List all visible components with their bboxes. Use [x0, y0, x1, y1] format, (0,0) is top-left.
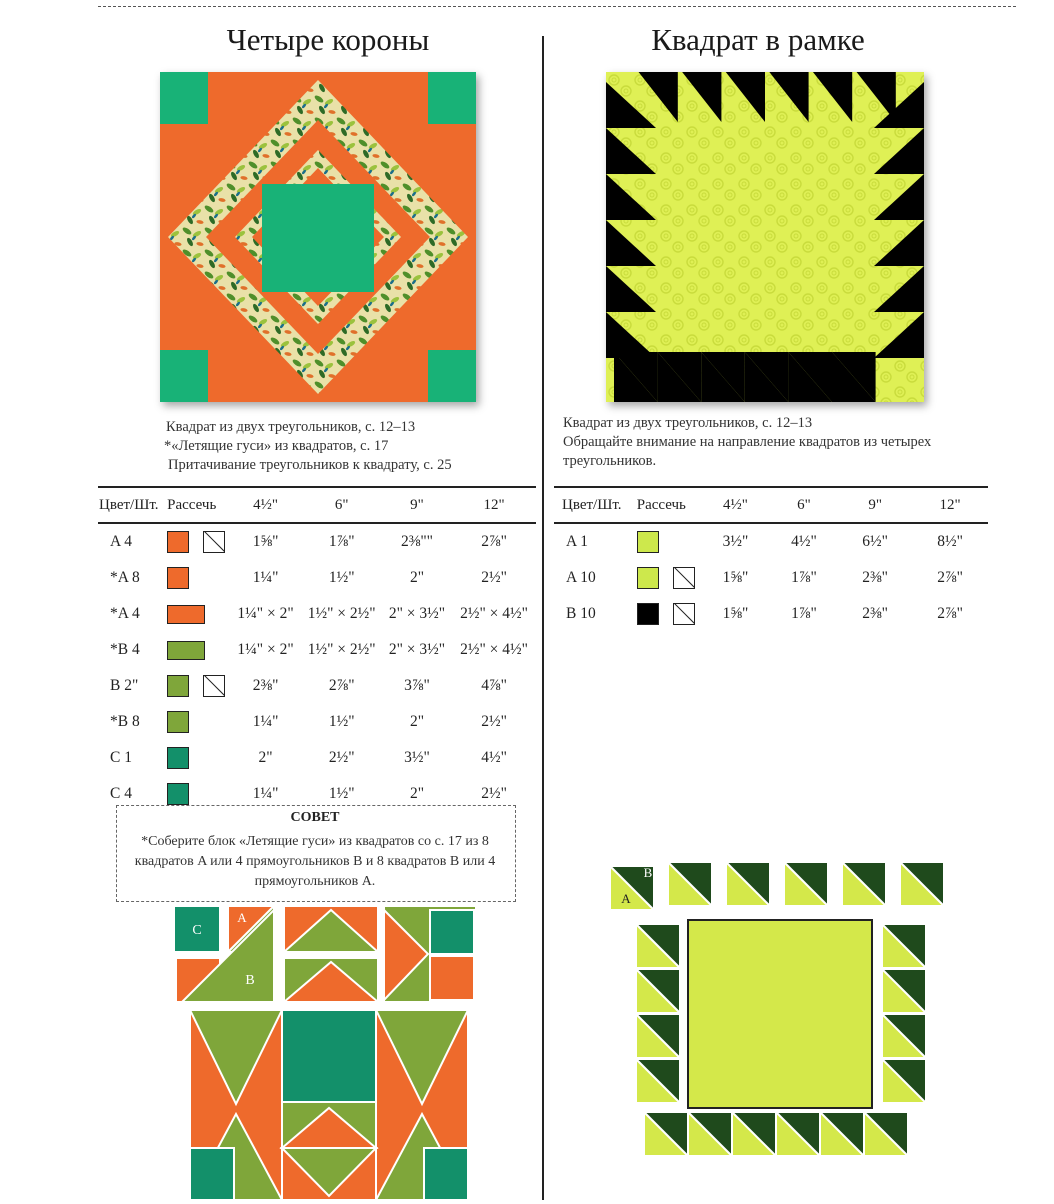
note-line: Обращайте внимание на направление квадратов из четырех треугольников.	[563, 434, 932, 469]
half-square-triangle	[636, 1059, 680, 1103]
right-block-title: Квадрат в рамке	[651, 22, 865, 57]
table-row	[554, 596, 988, 632]
half-square-triangle	[882, 1014, 926, 1058]
fabric-swatch	[637, 567, 659, 589]
col-header: 4½"	[230, 487, 302, 523]
size-cell: 2" × 3½"	[388, 605, 446, 622]
half-square-triangle	[726, 862, 770, 906]
row-label: C 1	[110, 749, 132, 766]
size-cell: 2⅜""	[400, 533, 433, 550]
row-label: A 10	[566, 569, 596, 586]
size-cell: 1⅝"	[722, 605, 749, 622]
col-header: Цвет/Шт.	[98, 487, 166, 523]
column-divider	[542, 36, 544, 1200]
half-square-triangle	[636, 969, 680, 1013]
size-cell: 2" × 3½"	[388, 641, 446, 658]
size-cell: 2½"	[481, 569, 507, 586]
col-header: 6"	[302, 487, 382, 523]
half-square-triangle	[900, 862, 944, 906]
row-label: *A 4	[110, 605, 140, 622]
size-cell: 1½"	[328, 785, 355, 802]
right-cutting-table	[554, 486, 988, 632]
left-block-title: Четыре короны	[226, 22, 430, 57]
col-header: 12"	[452, 487, 536, 523]
size-cell: 8½"	[937, 533, 963, 550]
size-cell: 2⅞"	[937, 569, 963, 586]
size-cell: 1⅞"	[328, 533, 355, 550]
size-cell: 2½"	[481, 785, 507, 802]
row-label: A 1	[566, 533, 588, 550]
size-cell: 2⅜"	[862, 605, 888, 622]
tip-text: *Соберите блок «Летящие гуси» из квадратов со с. 17 из 8 квадратов A или 4 прямоугольников B и 8 квадратов B или 4 прямоугольников A.	[134, 834, 496, 889]
left-cutting-table	[98, 486, 536, 812]
table-row	[98, 740, 536, 776]
row-label: A 4	[110, 533, 132, 550]
size-cell: 1½" × 2½"	[307, 641, 376, 658]
note-line: Квадрат из двух треугольников, с. 12–13	[166, 419, 416, 435]
col-header: 9"	[382, 487, 452, 523]
half-square-triangle	[864, 1112, 908, 1156]
size-cell: 2"	[409, 569, 425, 586]
note-line: Притачивание треугольников к квадрату, с. 25	[168, 457, 452, 473]
row-label: *A 8	[110, 569, 140, 586]
size-cell: 2½"	[481, 713, 507, 730]
size-cell: 1⅞"	[791, 605, 817, 622]
table-row	[98, 523, 536, 560]
size-cell: 2⅞"	[481, 533, 507, 550]
half-square-triangle	[644, 1112, 688, 1156]
table-row	[554, 523, 988, 560]
size-cell: 1½"	[328, 569, 355, 586]
fabric-swatch	[167, 711, 189, 733]
note-line: Квадрат из двух треугольников, с. 12–13	[563, 415, 813, 431]
fabric-swatch	[637, 531, 659, 553]
half-square-triangle	[688, 1112, 732, 1156]
half-square-triangle	[882, 969, 926, 1013]
size-cell: 6½"	[862, 533, 888, 550]
diagonal-cut-icon	[673, 567, 695, 589]
size-cell: 2½" × 4½"	[460, 641, 528, 658]
piece-letter-b: B	[245, 973, 255, 988]
size-cell: 1¼"	[252, 785, 279, 802]
fabric-swatch	[167, 531, 189, 553]
diagonal-cut-icon	[203, 531, 225, 553]
size-cell: 1¼"	[252, 569, 279, 586]
size-cell: 1⅝"	[722, 569, 749, 586]
col-header: Цвет/Шт.	[554, 487, 636, 523]
col-header: 9"	[838, 487, 912, 523]
size-cell: 2½" × 4½"	[460, 605, 528, 622]
table-row	[98, 596, 536, 632]
size-cell: 4⅞"	[481, 677, 507, 694]
half-square-triangle	[636, 924, 680, 968]
table-row	[98, 632, 536, 668]
col-header: 4½"	[701, 487, 769, 523]
left-notes	[164, 418, 524, 475]
half-square-triangle	[784, 862, 828, 906]
four-crowns-photo	[160, 72, 476, 402]
framed-square-photo	[606, 72, 924, 402]
top-dashed-rule	[98, 6, 1016, 7]
size-cell: 3½"	[722, 533, 749, 550]
half-square-triangle	[842, 862, 886, 906]
table-row	[98, 560, 536, 596]
col-header: Рассечь	[166, 487, 229, 523]
row-label: *B 8	[110, 713, 140, 730]
size-cell: 4½"	[481, 749, 507, 766]
right-notes	[563, 414, 983, 471]
size-cell: 2⅞"	[328, 677, 355, 694]
fabric-swatch	[167, 641, 205, 660]
row-label: B 2"	[110, 677, 139, 694]
col-header: 6"	[770, 487, 838, 523]
table-row	[98, 668, 536, 704]
half-square-triangle	[668, 862, 712, 906]
note-line: *«Летящие гуси» из квадратов, с. 17	[164, 438, 389, 454]
row-label: *B 4	[110, 641, 140, 658]
size-cell: 2⅜"	[252, 677, 279, 694]
size-cell: 2"	[258, 749, 273, 766]
size-cell: 2"	[409, 785, 425, 802]
size-cell: 2"	[409, 713, 425, 730]
fabric-swatch	[167, 783, 189, 805]
col-header: 12"	[912, 487, 988, 523]
half-square-triangle	[732, 1112, 776, 1156]
diagonal-cut-icon	[673, 603, 695, 625]
size-cell: 1¼" × 2"	[237, 641, 294, 658]
fabric-swatch	[167, 605, 205, 624]
half-square-triangle	[882, 924, 926, 968]
four-crowns-diagram	[172, 904, 482, 1200]
fabric-swatch	[167, 567, 189, 589]
piece-letter-c: C	[192, 923, 202, 938]
size-cell: 1⅝"	[252, 533, 279, 550]
row-label: C 4	[110, 785, 132, 802]
tip-heading: СОВЕТ	[290, 810, 340, 825]
fabric-swatch	[637, 603, 659, 625]
diagonal-cut-icon	[203, 675, 225, 697]
size-cell: 1⅞"	[791, 569, 817, 586]
size-cell: 1¼"	[252, 713, 279, 730]
size-cell: 2½"	[328, 749, 355, 766]
size-cell: 1½" × 2½"	[307, 605, 376, 622]
table-row	[98, 704, 536, 740]
half-square-triangle	[882, 1059, 926, 1103]
piece-letter-b: B	[643, 865, 653, 880]
col-header: Рассечь	[636, 487, 702, 523]
size-cell: 2⅜"	[862, 569, 888, 586]
fabric-swatch	[167, 675, 189, 697]
size-cell: 1¼" × 2"	[237, 605, 294, 622]
size-cell: 3½"	[404, 749, 430, 766]
piece-letter-a: A	[237, 910, 247, 925]
size-cell: 2⅞"	[937, 605, 963, 622]
size-cell: 4½"	[791, 533, 817, 550]
piece-letter-a: A	[621, 891, 631, 906]
size-cell: 1½"	[328, 713, 355, 730]
row-label: B 10	[566, 605, 596, 622]
half-square-triangle	[820, 1112, 864, 1156]
table-row	[554, 560, 988, 596]
half-square-triangle	[636, 1014, 680, 1058]
size-cell: 3⅞"	[404, 677, 430, 694]
framed-square-diagram	[608, 858, 958, 1158]
half-square-triangle	[776, 1112, 820, 1156]
fabric-swatch	[167, 747, 189, 769]
